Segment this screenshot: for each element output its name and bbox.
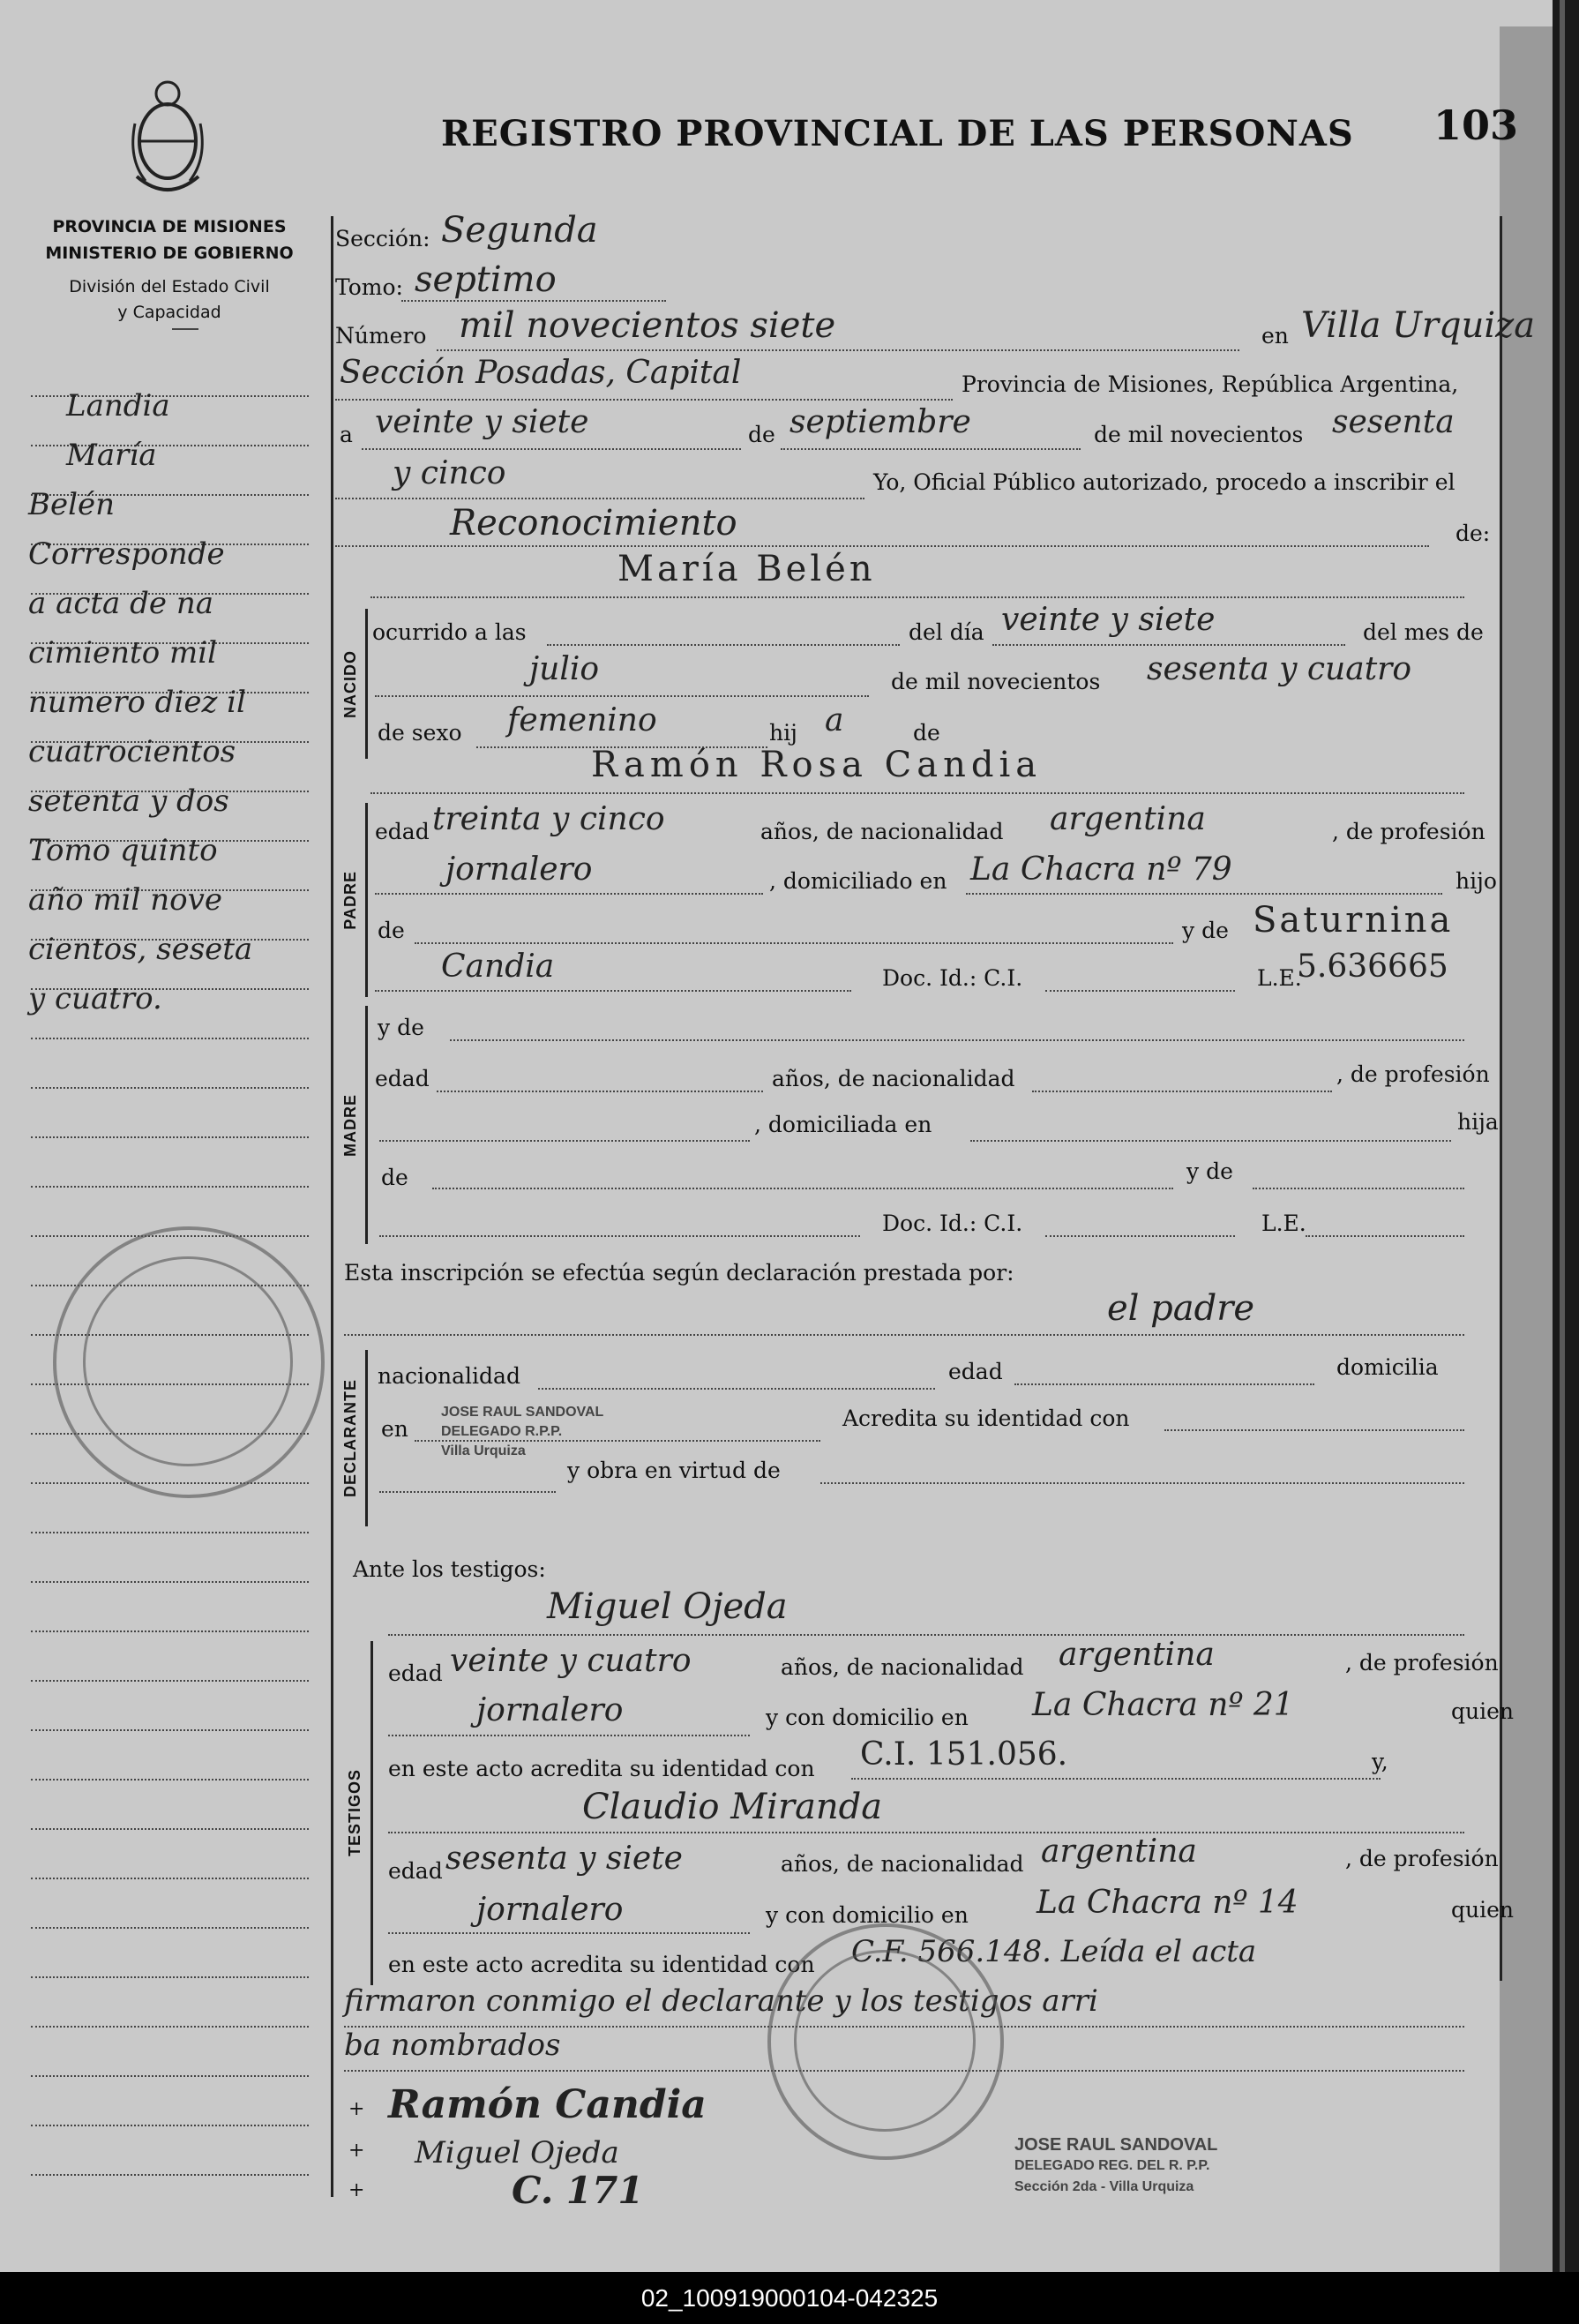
hij-suffix-value: a <box>825 702 844 738</box>
label-tomo: Tomo: <box>335 274 403 300</box>
ci-line <box>1045 990 1235 992</box>
margin-note: setenta y dos <box>28 783 229 819</box>
label-domiciliada: , domiciliada en <box>754 1112 932 1137</box>
label-del-dia: del día <box>909 619 984 645</box>
label-doc-id: Doc. Id.: C.I. <box>882 965 1023 991</box>
label-edad: edad <box>375 819 430 844</box>
label-madre-profesion: , de profesión <box>1336 1061 1490 1087</box>
label-de-colon: de: <box>1456 521 1491 546</box>
margin-rule <box>31 1878 309 1879</box>
t1-id-value: C.I. 151.056. <box>860 1736 1068 1773</box>
label-t2-anos: años, de nacionalidad <box>781 1851 1024 1877</box>
madre-ci-line <box>1045 1235 1235 1237</box>
left-border-line <box>331 216 333 2197</box>
margin-note: cientos, seseta <box>28 932 253 967</box>
section-declarante: DECLARANTE <box>340 1379 359 1497</box>
decl-acredita-line <box>1164 1429 1464 1431</box>
section-madre: MADRE <box>340 1093 359 1157</box>
testigo1-line <box>388 1634 1464 1636</box>
t1-id-line <box>851 1778 1381 1780</box>
coat-of-arms-icon <box>119 71 216 203</box>
official-seal-left <box>53 1226 325 1498</box>
margin-rule <box>31 1976 309 1978</box>
label-t1-anos: años, de nacionalidad <box>781 1654 1024 1680</box>
margin-note: María <box>66 438 157 473</box>
label-oficial: Yo, Oficial Público autorizado, procedo a inscribir el <box>873 469 1456 495</box>
label-de: de <box>748 422 775 447</box>
signature-testigo2: C. 171 <box>512 2169 644 2212</box>
label-madre-edad: edad <box>375 1066 430 1091</box>
signature-mark-3: + <box>348 2179 365 2201</box>
t1-edad-value: veinte y cuatro <box>450 1643 692 1679</box>
sexo-value: femenino <box>507 702 657 738</box>
seccion-line <box>335 399 953 401</box>
t1-nac-value: argentina <box>1059 1637 1215 1673</box>
nombre-line <box>370 596 1464 598</box>
label-t1-y: y, <box>1372 1749 1388 1774</box>
padre-nombre-value: Ramón Rosa Candia <box>591 745 1043 785</box>
mes-value: septiembre <box>790 404 971 440</box>
margin-note: cimiento mil <box>28 635 217 671</box>
decl-obra-line <box>820 1482 1464 1484</box>
madre-dom-line <box>970 1140 1451 1142</box>
label-hijo: hijo <box>1456 868 1497 894</box>
label-t1-edad: edad <box>388 1661 443 1686</box>
testigo1-value: Miguel Ojeda <box>547 1586 788 1627</box>
label-de-mil-novecientos: de mil novecientos <box>891 669 1101 694</box>
binding-stripe <box>1560 0 1565 2272</box>
t2-edad-value: sesenta y siete <box>445 1840 683 1877</box>
declarante-bracket <box>365 1350 368 1526</box>
label-madre-doc: Doc. Id.: C.I. <box>882 1211 1023 1236</box>
label-anos-nac: años, de nacionalidad <box>760 819 1004 844</box>
anio-line <box>335 498 864 499</box>
margin-rule <box>31 2174 309 2176</box>
margin-note: cuatrocientos <box>28 734 236 769</box>
nac-mes-value: julio <box>529 651 600 687</box>
t2-dom-value: La Chacra nº 14 <box>1036 1885 1298 1921</box>
label-del-mes: del mes de <box>1363 619 1484 645</box>
abuela-ap-line <box>375 990 851 992</box>
t1-prof-value: jornalero <box>476 1692 624 1728</box>
decl-en-line <box>415 1440 820 1442</box>
numero-line <box>437 349 1239 351</box>
label-madre-de: de <box>381 1165 408 1190</box>
decl-nac-line <box>538 1388 935 1390</box>
cierre-line-1: firmaron conmigo el declarante y los testigos arri <box>344 1983 1098 2019</box>
padre-dom-value: La Chacra nº 79 <box>970 851 1232 888</box>
label-ocurrido: ocurrido a las <box>372 619 527 645</box>
stamp-left-name: JOSE RAUL SANDOVAL <box>441 1405 604 1420</box>
padre-prof-line <box>375 893 763 895</box>
label-t2-profesion: , de profesión <box>1345 1846 1499 1871</box>
label-hija: hija <box>1457 1109 1499 1135</box>
label-numero: Número <box>335 323 427 349</box>
tomo-value: septimo <box>415 259 557 300</box>
declarante-value: el padre <box>1107 1288 1255 1329</box>
mes-line <box>781 448 1081 450</box>
signature-mark-1: + <box>348 2098 365 2120</box>
numero-value: mil novecientos siete <box>459 305 836 346</box>
label-decl-edad: edad <box>948 1359 1003 1384</box>
signature-padre: Ramón Candia <box>388 2082 707 2127</box>
division-heading: División del Estado Civil <box>69 277 270 296</box>
division-heading-2: y Capacidad <box>117 303 221 322</box>
label-t2-acredita: en este acto acredita su identidad con <box>388 1952 815 1977</box>
margin-note: año mil nove <box>28 882 222 918</box>
padre-prof-value: jornalero <box>445 851 593 888</box>
label-en: en <box>1261 323 1289 349</box>
margin-rule <box>31 1532 309 1533</box>
hora-line <box>547 644 900 646</box>
section-nacido: NACIDO <box>340 649 359 718</box>
t2-prof-line <box>388 1932 750 1934</box>
padre-le-value: 5.636665 <box>1297 948 1448 985</box>
margin-note: Belén <box>28 487 115 522</box>
t1-prof-line <box>388 1735 750 1736</box>
margin-rule <box>31 1581 309 1583</box>
padre-edad-value: treinta y cinco <box>432 801 665 837</box>
seccion-line-value: Sección Posadas, Capital <box>340 355 742 391</box>
label-de-profesion: , de profesión <box>1332 819 1485 844</box>
dia-value: veinte y siete <box>375 404 589 440</box>
declarante-line <box>344 1334 1464 1336</box>
nac-dia-value: veinte y siete <box>1001 602 1216 638</box>
nac-dia-line <box>992 644 1345 646</box>
anio-value-2: y cinco <box>393 455 506 491</box>
decl-obra-pre-line <box>379 1491 556 1493</box>
margin-note: y cuatro. <box>28 981 162 1016</box>
document-title: REGISTRO PROVINCIAL DE LAS PERSONAS <box>441 113 1354 154</box>
t2-prof-value: jornalero <box>476 1892 624 1928</box>
cierre-line-2: ba nombrados <box>344 2028 561 2063</box>
en-place-value: Villa Urquiza <box>1301 305 1536 346</box>
testigos-bracket <box>370 1641 373 1985</box>
label-obra: y obra en virtud de <box>567 1458 781 1483</box>
abuela-value: Saturnina <box>1253 900 1454 941</box>
label-de3: de <box>378 918 405 943</box>
stamp-right-role: DELEGADO REG. DEL R. P.P. <box>1014 2158 1210 2173</box>
label-mil-novecientos: de mil novecientos <box>1094 422 1304 447</box>
madre-line <box>450 1039 1464 1041</box>
margin-note: Landia <box>66 388 170 424</box>
scan-id-footer: 02_100919000104-042325 <box>0 2272 1579 2324</box>
label-acredita: Acredita su identidad con <box>842 1406 1130 1431</box>
margin-note: numero diez il <box>28 685 246 720</box>
acto-value: Reconocimiento <box>450 503 737 544</box>
nac-anio-value: sesenta y cuatro <box>1147 651 1412 687</box>
anio-value-1: sesenta <box>1332 404 1455 440</box>
madre-le-line <box>1306 1235 1464 1237</box>
label-hij: hij <box>769 720 797 746</box>
padre-nombre-line <box>370 792 1464 794</box>
t2-nac-value: argentina <box>1041 1833 1197 1870</box>
label-domiciliado: , domiciliado en <box>769 868 947 894</box>
label-t2-quien: quien <box>1451 1897 1514 1923</box>
section-padre: PADRE <box>340 870 359 930</box>
ministry-heading: MINISTERIO DE GOBIERNO <box>45 244 294 263</box>
label-a: a <box>340 422 353 447</box>
dia-line <box>362 448 741 450</box>
margin-rule <box>31 1136 309 1138</box>
label-y-de-madre: y de <box>378 1015 424 1040</box>
madre-bracket <box>365 1006 368 1244</box>
divider <box>172 328 198 330</box>
margin-rule <box>31 1186 309 1188</box>
margin-rule <box>31 1828 309 1830</box>
abuela-ap-value: Candia <box>441 948 555 985</box>
margin-rule <box>31 1087 309 1089</box>
t2-id-value: C.F. 566.148. Leída el acta <box>851 1934 1257 1969</box>
t1-dom-value: La Chacra nº 21 <box>1032 1687 1294 1723</box>
label-provincia: Provincia de Misiones, República Argentina, <box>962 371 1459 397</box>
label-t1-domicilio: y con domicilio en <box>766 1705 969 1730</box>
madre-edad-line <box>437 1091 763 1092</box>
margin-note: Corresponde <box>28 536 225 572</box>
province-heading: PROVINCIA DE MISIONES <box>52 217 287 236</box>
signature-mark-2: + <box>348 2140 365 2162</box>
signature-testigo1: Miguel Ojeda <box>415 2135 619 2170</box>
nacido-bracket <box>365 609 368 759</box>
label-seccion: Sección: <box>335 226 430 251</box>
label-t1-acredita: en este acto acredita su identidad con <box>388 1756 815 1781</box>
madre-abuela-line <box>1253 1188 1464 1189</box>
abuelo-line <box>415 942 1173 944</box>
section-testigos: TESTIGOS <box>345 1769 363 1857</box>
label-t2-domicilio: y con domicilio en <box>766 1902 969 1928</box>
margin-rule <box>31 1927 309 1929</box>
label-domicilia: domicilia <box>1336 1354 1439 1380</box>
label-decl-en: en <box>381 1416 408 1442</box>
label-nacionalidad: nacionalidad <box>378 1363 520 1389</box>
official-seal-right <box>767 1923 1004 2160</box>
label-de-sexo: de sexo <box>378 720 462 746</box>
nac-mes-line <box>375 695 869 697</box>
stamp-left-role: DELEGADO R.P.P. <box>441 1424 563 1439</box>
label-y-de: y de <box>1182 918 1229 943</box>
testigo2-line <box>388 1832 1464 1833</box>
label-ante: Ante los testigos: <box>353 1556 546 1582</box>
label-t1-profesion: , de profesión <box>1345 1650 1499 1676</box>
padre-bracket <box>365 803 368 997</box>
label-t1-quien: quien <box>1451 1698 1514 1724</box>
margin-rule <box>31 1680 309 1682</box>
margin-rule <box>31 1038 309 1039</box>
margin-rule <box>31 1631 309 1632</box>
page-edge <box>1500 26 1553 2272</box>
margin-rule <box>31 2125 309 2126</box>
label-madre-le: L.E. <box>1261 1211 1306 1236</box>
margin-rule <box>31 1729 309 1731</box>
padre-dom-line <box>966 893 1442 895</box>
margin-rule <box>31 2026 309 2028</box>
stamp-right-name: JOSE RAUL SANDOVAL <box>1014 2135 1218 2155</box>
label-madre-anos: años, de nacionalidad <box>772 1066 1015 1091</box>
seccion-value: Segunda <box>441 210 598 251</box>
label-de2: de <box>913 720 940 746</box>
madre-prof-line <box>379 1140 750 1142</box>
decl-edad-line <box>1014 1383 1314 1385</box>
stamp-left-place: Villa Urquiza <box>441 1443 526 1458</box>
margin-rule <box>31 2075 309 2077</box>
inscripcion-text: Esta inscripción se efectúa según declaración prestada por: <box>344 1260 1014 1286</box>
padre-nac-value: argentina <box>1050 801 1206 837</box>
madre-ap-line <box>379 1235 860 1237</box>
nombre-value: María Belén <box>617 549 876 589</box>
label-t2-edad: edad <box>388 1858 443 1884</box>
madre-nac-line <box>1032 1091 1332 1092</box>
label-madre-y-de: y de <box>1186 1158 1233 1184</box>
margin-note: Tomo quinto <box>28 833 218 868</box>
page-number: 103 <box>1433 101 1519 149</box>
margin-rule <box>31 1779 309 1780</box>
madre-abuelo-line <box>432 1188 1173 1189</box>
acto-line <box>335 545 1429 547</box>
stamp-right-place: Sección 2da - Villa Urquiza <box>1014 2179 1194 2194</box>
tomo-line <box>401 300 666 302</box>
testigo2-value: Claudio Miranda <box>582 1787 883 1827</box>
label-le: L.E. <box>1257 965 1302 991</box>
margin-note: a acta de na <box>28 586 213 621</box>
